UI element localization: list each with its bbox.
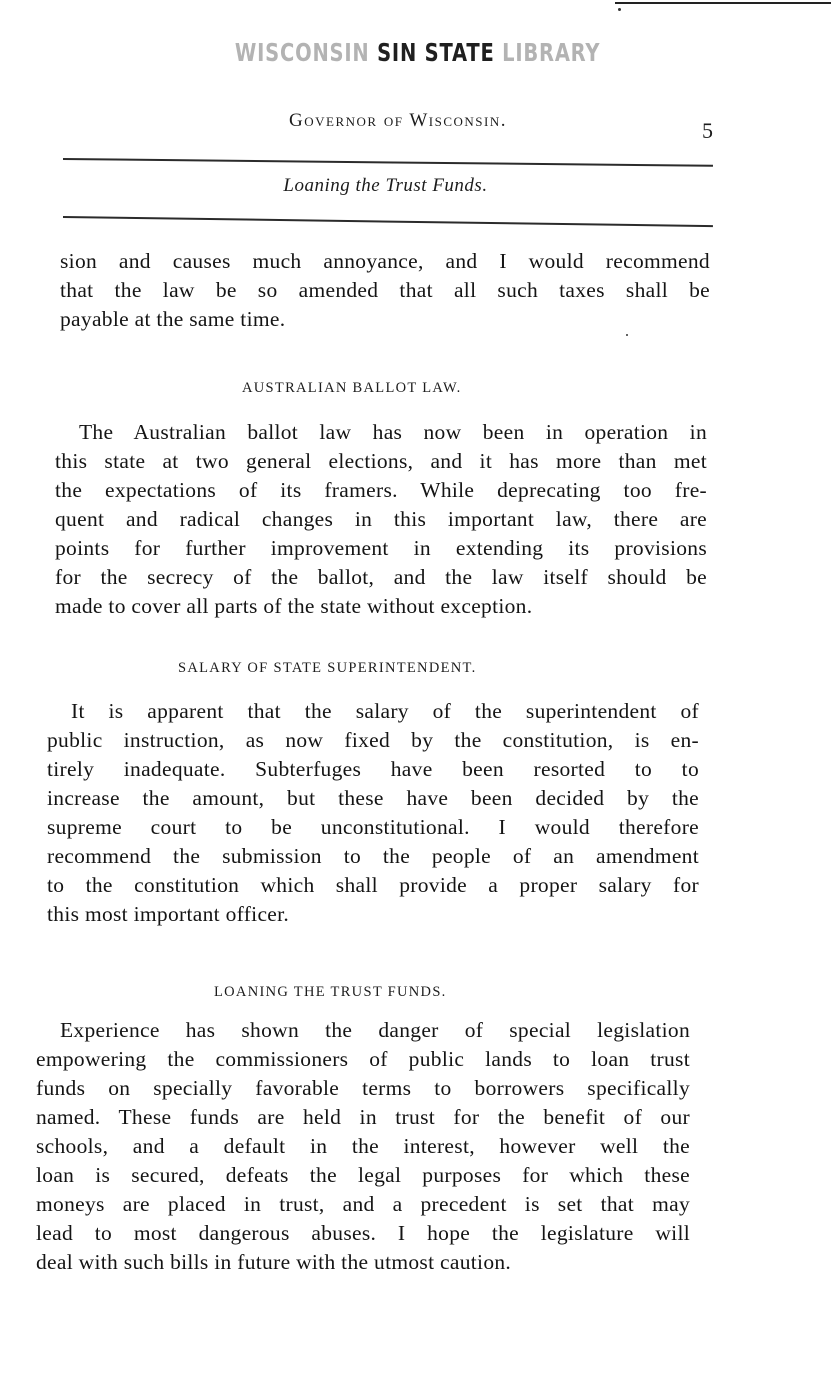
top-edge-rule xyxy=(615,2,831,4)
text-line: public instruction, as now fixed by the constitution, is en- xyxy=(47,728,699,752)
opening-paragraph xyxy=(60,247,710,334)
text-line: empowering the commissioners of public lands to loan trust xyxy=(36,1047,690,1071)
text-line: made to cover all parts of the state without exception. xyxy=(55,594,533,618)
stamp-faded-tail: LIBRARY xyxy=(502,38,601,67)
text-line: tirely inadequate. Subterfuges have been resorted to to xyxy=(47,757,699,781)
paragraph-ballot-law xyxy=(55,418,707,621)
text-line: moneys are placed in trust, and a precedent is set that may xyxy=(36,1192,690,1216)
text-line: for the secrecy of the ballot, and the law itself should be xyxy=(55,565,707,589)
text-line: this most important officer. xyxy=(47,902,290,926)
running-head: Governor of Wisconsin. xyxy=(289,110,507,131)
section-running-title: Loaning the Trust Funds. xyxy=(283,175,488,196)
paragraph-trust-funds xyxy=(36,1016,690,1277)
section-heading-superintendent: SALARY OF STATE SUPERINTENDENT. xyxy=(178,660,477,676)
text-line: supreme court to be unconstitutional. I would therefore xyxy=(47,815,699,839)
stamp-text: SIN STATE xyxy=(377,38,495,67)
text-line: Experience has shown the danger of special legislation xyxy=(60,1018,690,1042)
text-line: increase the amount, but these have been decided by the xyxy=(47,786,699,810)
page-number: 5 xyxy=(702,118,713,143)
text-line: points for further improvement in extending its provisions xyxy=(55,536,707,560)
text-line: named. These funds are held in trust for the benefit of our xyxy=(36,1105,690,1129)
header-rule-bottom xyxy=(63,216,713,227)
text-line: payable at the same time. xyxy=(60,307,286,331)
text-line: deal with such bills in future with the utmost caution. xyxy=(36,1250,512,1274)
text-line: It is apparent that the salary of the superintendent of xyxy=(71,699,699,723)
ink-speck xyxy=(626,334,628,336)
text-line: quent and radical changes in this important law, there are xyxy=(55,507,707,531)
text-line: The Australian ballot law has now been in operation in xyxy=(79,420,707,444)
ink-speck xyxy=(618,8,621,11)
text-line: recommend the submission to the people of an amendment xyxy=(47,844,699,868)
section-heading-ballot-law: AUSTRALIAN BALLOT LAW. xyxy=(242,380,462,396)
stamp-faded-text: WISCONSIN xyxy=(234,38,370,67)
library-stamp xyxy=(94,38,742,67)
text-line: to the constitution which shall provide a proper salary for xyxy=(47,873,699,897)
header-rule-top xyxy=(63,158,713,167)
text-line: schools, and a default in the interest, however well the xyxy=(36,1134,690,1158)
text-line: funds on specially favorable terms to borrowers specifically xyxy=(36,1076,690,1100)
text-line: loan is secured, defeats the legal purposes for which these xyxy=(36,1163,690,1187)
text-line: the expectations of its framers. While deprecating too fre- xyxy=(55,478,707,502)
section-heading-trust-funds: LOANING THE TRUST FUNDS. xyxy=(214,984,447,1000)
text-line: this state at two general elections, and it has more than met xyxy=(55,449,707,473)
paragraph-superintendent xyxy=(47,697,699,929)
text-line: lead to most dangerous abuses. I hope the legislature will xyxy=(36,1221,690,1245)
text-line: sion and causes much annoyance, and I would recommend xyxy=(60,249,710,273)
text-line: that the law be so amended that all such taxes shall be xyxy=(60,278,710,302)
